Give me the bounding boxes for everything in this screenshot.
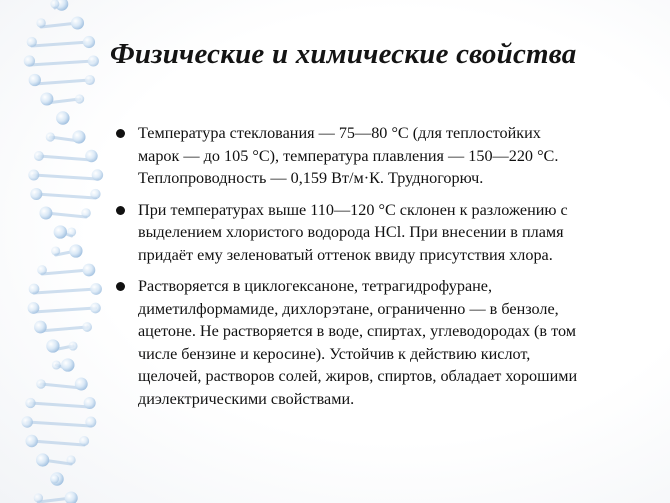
helix-bead [65, 491, 78, 503]
helix-bead [81, 208, 90, 217]
bullet-line: выделением хлористого водорода HCl. При внесении в пламя [138, 223, 564, 241]
helix-rung [42, 270, 89, 274]
helix-bead [27, 37, 37, 47]
helix-bead [79, 436, 89, 446]
helix-bead [90, 189, 100, 199]
helix-bead [83, 264, 96, 277]
helix-bead [51, 246, 60, 255]
helix-rung [27, 422, 91, 426]
helix-bead [46, 339, 59, 352]
bullet-icon [116, 129, 125, 138]
helix-bead [90, 303, 101, 314]
helix-bead [56, 111, 69, 124]
helix-bead [37, 265, 47, 275]
helix-bead [72, 130, 85, 143]
helix-bead [90, 283, 102, 295]
helix-rung [32, 441, 84, 445]
helix-bead [88, 55, 99, 66]
helix-bead [61, 358, 74, 371]
helix-bead [54, 225, 67, 238]
helix-bead [67, 227, 76, 236]
bullet-item-glass-transition [116, 122, 651, 190]
bullet-icon [116, 206, 125, 215]
helix-bead [36, 453, 49, 466]
helix-bead [25, 398, 35, 408]
helix-rung [33, 308, 95, 312]
helix-rung [36, 194, 95, 198]
helix-bead [66, 455, 75, 464]
bullet-line: При температурах выше 110—120 °C склонен к разложению с [138, 200, 568, 219]
bullet-line: Теплопроводность — 0,159 Вт/м·К. Трудногорюч. [138, 169, 484, 187]
bullet-line: ацетоне. Не растворяется в воде, спиртах, углеводородах (в том [138, 322, 577, 340]
helix-bead [36, 18, 45, 27]
bullet-line: марок — до 105 °C), температура плавления — 150—220 °C. [138, 146, 559, 165]
helix-bead [34, 493, 43, 502]
bullet-line: Температура стеклования — 75—80 °C (для теплостойких [138, 124, 541, 142]
helix-rung [34, 175, 98, 179]
bullet-line: диэлектрическими свойствами. [138, 389, 355, 408]
helix-bead [68, 341, 77, 350]
helix-bead [40, 92, 53, 105]
bullet-icon [116, 282, 125, 291]
helix-bead [29, 74, 41, 86]
helix-bead [24, 55, 35, 66]
helix-bead [84, 397, 96, 409]
helix-bead [92, 169, 103, 180]
helix-bead [21, 416, 32, 427]
helix-bead [50, 474, 59, 483]
helix-bead [85, 417, 96, 428]
helix-bead [25, 435, 37, 447]
helix-bead [85, 75, 95, 85]
helix-bead [85, 150, 97, 162]
bullet-list [116, 122, 651, 419]
helix-bead [28, 302, 40, 314]
helix-bead [34, 151, 44, 161]
helix-rung [40, 327, 87, 331]
helix-bead [36, 379, 45, 388]
helix-bead [30, 188, 42, 200]
helix-bead [69, 244, 82, 257]
bullet-item-decomposition [116, 199, 651, 267]
helix-bead [75, 378, 88, 391]
helix-bead [83, 36, 95, 48]
helix-bead [46, 132, 55, 141]
helix-bead [29, 284, 40, 295]
helix-bead [34, 321, 47, 334]
bullet-item-solubility [116, 275, 651, 410]
helix-bead [28, 170, 39, 181]
helix-bead [82, 322, 92, 332]
bullet-line: диметилформамиде, дихлорэтане, ограниченно — в бензоле, [138, 299, 559, 318]
helix-bead [52, 360, 61, 369]
helix-rung [32, 42, 89, 46]
helix-rung [34, 289, 96, 293]
helix-rung [30, 403, 89, 407]
slide-title: Физические и химические свойства [110, 38, 577, 70]
helix-rung [39, 156, 92, 160]
helix-bead [39, 207, 52, 220]
bullet-line: числе бензине и керосине). Устойчив к действию кислот, [138, 344, 531, 363]
helix-bead [71, 16, 84, 29]
bullet-line: Растворяется в циклогексаноне, тетрагидрофуране, [138, 277, 493, 295]
helix-rung [35, 80, 90, 84]
helix-bead [75, 94, 84, 103]
bullet-line: щелочей, растворов солей, жиров, спиртов, обладает хорошими [138, 367, 578, 385]
bullet-line: придаёт ему зеленоватый оттенок ввиду присутствия хлора. [138, 245, 553, 264]
helix-rung [29, 61, 93, 65]
